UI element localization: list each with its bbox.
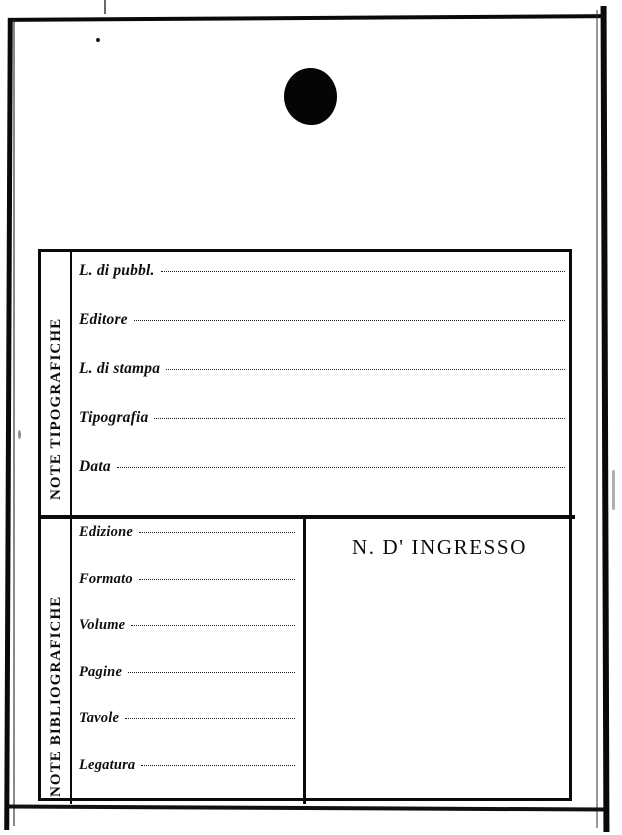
- paper-crease-mark: [104, 0, 106, 14]
- spine-rule-upper: [70, 252, 72, 515]
- sheet-edge-right-inner: [596, 10, 598, 828]
- field-input-formato[interactable]: [139, 578, 295, 580]
- section-label-note-bibliografiche: NOTE BIBLIOGRAFICHE: [48, 595, 64, 797]
- field-input-tavole[interactable]: [125, 717, 295, 719]
- field-label-pagine: Pagine: [79, 663, 123, 680]
- field-label-data: Data: [79, 458, 111, 475]
- punch-hole: [284, 68, 337, 125]
- field-row[interactable]: [79, 262, 565, 311]
- fields-note-bibliografiche: [79, 524, 295, 803]
- field-input-tipografia[interactable]: [154, 417, 565, 419]
- field-row[interactable]: [79, 757, 295, 804]
- sheet-edge-right: [601, 6, 610, 832]
- field-label-edizione: Edizione: [79, 524, 133, 540]
- ingresso-divider-rule: [303, 519, 306, 804]
- catalog-card-frame: [38, 249, 572, 801]
- field-row[interactable]: [79, 617, 295, 664]
- field-label-tipografia: Tipografia: [79, 409, 149, 426]
- field-input-editore[interactable]: [134, 319, 565, 321]
- field-row[interactable]: [79, 409, 565, 458]
- field-input-luogo-pubblicazione[interactable]: [161, 270, 565, 272]
- field-input-legatura[interactable]: [141, 764, 295, 766]
- field-input-edizione[interactable]: [139, 531, 295, 533]
- field-label-volume: Volume: [79, 617, 126, 633]
- field-row[interactable]: [79, 524, 295, 571]
- field-input-volume[interactable]: [131, 624, 295, 626]
- field-row[interactable]: [79, 571, 295, 618]
- field-label-editore: Editore: [79, 311, 128, 328]
- field-row[interactable]: [79, 360, 565, 409]
- ingresso-title: N. D' INGRESSO: [352, 535, 527, 559]
- sheet-edge-top: [8, 14, 606, 22]
- section-label-note-tipografiche: NOTE TIPOGRAFICHE: [48, 317, 64, 500]
- field-row[interactable]: [79, 664, 295, 711]
- field-label-tavole: Tavole: [79, 710, 120, 726]
- field-label-formato: Formato: [79, 570, 133, 587]
- ink-speck: [96, 38, 100, 42]
- field-row[interactable]: [79, 311, 565, 360]
- ink-speck: [18, 430, 21, 439]
- sheet-edge-left: [4, 18, 13, 830]
- field-label-luogo-stampa: L. di stampa: [79, 360, 161, 377]
- field-label-legatura: Legatura: [79, 756, 136, 773]
- sheet-edge-bottom: [8, 804, 604, 811]
- fields-note-tipografiche: [79, 262, 565, 507]
- spine-rule-lower: [70, 519, 72, 804]
- ink-speck: [612, 470, 615, 510]
- sheet-edge-left-inner: [13, 20, 15, 826]
- field-input-luogo-stampa[interactable]: [166, 368, 565, 370]
- field-row[interactable]: [79, 710, 295, 757]
- field-input-data[interactable]: [117, 466, 565, 468]
- ingresso-box[interactable]: [307, 519, 572, 804]
- field-input-pagine[interactable]: [128, 671, 295, 673]
- field-row[interactable]: [79, 458, 565, 507]
- ingresso-write-area[interactable]: [321, 579, 557, 779]
- field-label-luogo-pubblicazione: L. di pubbl.: [79, 262, 155, 279]
